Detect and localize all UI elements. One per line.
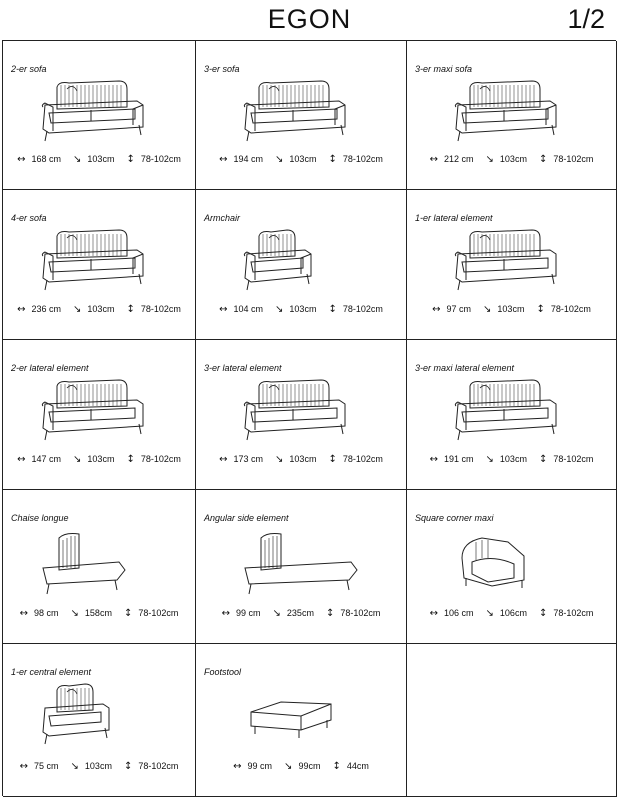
dimensions — [196, 608, 406, 619]
dimensions — [407, 304, 616, 315]
width-dimension — [17, 608, 62, 618]
arrow-height-icon: ↕ — [538, 154, 548, 165]
height-value: 78-102cm — [342, 304, 383, 314]
arrow-depth-icon: ↘ — [73, 304, 82, 315]
arrow-height-icon: ↕ — [126, 304, 135, 315]
height-dimension — [536, 608, 596, 618]
product-cell — [196, 644, 407, 797]
arrow-depth-icon: ↘ — [284, 761, 293, 772]
height-value: 78-102cm — [550, 304, 591, 314]
dimensions — [3, 454, 195, 465]
dimensions — [3, 761, 195, 772]
product-drawing — [452, 79, 572, 151]
arrow-depth-icon: ↘ — [73, 154, 82, 165]
arrow-height-icon: ↕ — [328, 154, 337, 165]
height-dimension — [323, 608, 383, 618]
height-value: 78-102cm — [553, 608, 594, 618]
arrow-width-icon: ↔ — [432, 304, 441, 315]
product-cell — [3, 340, 196, 490]
dimensions — [3, 304, 195, 315]
height-dimension — [123, 304, 183, 314]
width-dimension — [427, 454, 477, 464]
product-drawing — [241, 378, 361, 450]
height-value: 78-102cm — [340, 608, 381, 618]
arrow-height-icon: ↕ — [328, 454, 337, 465]
empty-cell — [407, 644, 617, 797]
arrow-depth-icon: ↘ — [272, 608, 281, 619]
product-drawing — [241, 228, 361, 300]
product-cell — [3, 41, 196, 190]
height-value: 78-102cm — [553, 154, 594, 164]
width-value: 236 cm — [31, 304, 62, 314]
arrow-width-icon: ↔ — [219, 454, 228, 465]
arrow-width-icon: ↔ — [219, 304, 228, 315]
width-dimension — [14, 304, 64, 314]
width-value: 75 cm — [34, 761, 59, 771]
height-dimension — [325, 154, 385, 164]
product-cell — [196, 340, 407, 490]
arrow-width-icon: ↔ — [17, 154, 26, 165]
product-name: Armchair — [204, 213, 241, 223]
arrow-depth-icon: ↘ — [73, 454, 82, 465]
height-dimension — [325, 454, 385, 464]
product-drawing — [452, 228, 572, 300]
depth-dimension — [70, 154, 117, 164]
depth-dimension — [68, 608, 115, 618]
arrow-width-icon: ↔ — [429, 608, 439, 619]
dimensions — [196, 454, 406, 465]
product-name: 1-er central element — [11, 667, 92, 677]
product-drawing — [39, 682, 159, 754]
arrow-height-icon: ↕ — [123, 608, 133, 619]
product-cell — [3, 190, 196, 340]
depth-dimension — [281, 761, 323, 771]
depth-dimension — [68, 761, 115, 771]
product-name: Square corner maxi — [415, 513, 494, 523]
arrow-depth-icon: ↘ — [275, 154, 284, 165]
dimensions — [407, 608, 616, 619]
width-dimension — [216, 304, 266, 314]
arrow-depth-icon: ↘ — [485, 154, 494, 165]
width-dimension — [230, 761, 275, 771]
arrow-width-icon: ↔ — [219, 154, 228, 165]
arrow-height-icon: ↕ — [126, 154, 135, 165]
depth-dimension — [483, 608, 530, 618]
arrow-width-icon: ↔ — [19, 761, 29, 772]
height-value: 78-102cm — [140, 454, 181, 464]
arrow-height-icon: ↕ — [328, 304, 337, 315]
height-value: 78-102cm — [140, 154, 181, 164]
product-name: Footstool — [204, 667, 242, 677]
arrow-width-icon: ↔ — [221, 608, 231, 619]
depth-value: 103cm — [87, 154, 115, 164]
product-drawing — [241, 79, 361, 151]
dimensions — [407, 154, 616, 165]
width-dimension — [219, 608, 264, 618]
width-dimension — [17, 761, 62, 771]
product-drawing — [452, 378, 572, 450]
depth-dimension — [272, 154, 319, 164]
product-drawing — [452, 528, 572, 600]
width-dimension — [429, 304, 474, 314]
width-value: 168 cm — [31, 154, 62, 164]
depth-dimension — [70, 304, 117, 314]
height-dimension — [121, 608, 181, 618]
arrow-depth-icon: ↘ — [70, 761, 79, 772]
depth-value: 103cm — [87, 454, 115, 464]
page-number: 1/2 — [567, 4, 605, 34]
product-cell — [3, 644, 196, 797]
arrow-height-icon: ↕ — [325, 608, 335, 619]
product-drawing — [39, 528, 159, 600]
arrow-height-icon: ↕ — [538, 608, 548, 619]
arrow-width-icon: ↔ — [429, 454, 439, 465]
arrow-height-icon: ↕ — [538, 454, 548, 465]
depth-value: 103cm — [289, 154, 317, 164]
product-name: 2-er sofa — [11, 64, 47, 74]
depth-value: 103cm — [289, 304, 317, 314]
height-dimension — [329, 761, 371, 771]
height-dimension — [121, 761, 181, 771]
dimensions — [3, 154, 195, 165]
product-drawing — [241, 682, 361, 754]
arrow-height-icon: ↕ — [332, 761, 341, 772]
product-name: 3-er maxi lateral element — [415, 363, 515, 373]
product-name: 3-er maxi sofa — [415, 64, 473, 74]
width-value: 194 cm — [233, 154, 264, 164]
depth-value: 99cm — [298, 761, 321, 771]
product-cell — [196, 490, 407, 644]
height-value: 78-102cm — [138, 761, 179, 771]
width-dimension — [427, 608, 477, 618]
product-cell — [196, 41, 407, 190]
dimensions — [407, 454, 616, 465]
width-value: 212 cm — [444, 154, 474, 164]
height-dimension — [536, 154, 596, 164]
depth-value: 158cm — [84, 608, 112, 618]
depth-value: 103cm — [87, 304, 115, 314]
width-value: 99 cm — [247, 761, 273, 771]
product-name: 3-er sofa — [204, 64, 240, 74]
width-dimension — [14, 454, 64, 464]
width-dimension — [427, 154, 477, 164]
product-drawing — [39, 378, 159, 450]
depth-dimension — [483, 154, 530, 164]
depth-value: 103cm — [497, 304, 525, 314]
height-value: 44cm — [346, 761, 369, 771]
width-dimension — [14, 154, 64, 164]
dimensions — [3, 608, 195, 619]
document-title: EGON — [267, 4, 352, 34]
product-name: 2-er lateral element — [11, 363, 89, 373]
arrow-depth-icon: ↘ — [485, 608, 494, 619]
depth-value: 103cm — [499, 454, 527, 464]
depth-value: 103cm — [84, 761, 112, 771]
product-cell — [407, 190, 617, 340]
product-cell — [407, 41, 617, 190]
product-name: 1-er lateral element — [415, 213, 493, 223]
arrow-width-icon: ↔ — [19, 608, 29, 619]
product-cell — [3, 490, 196, 644]
height-dimension — [536, 454, 596, 464]
dimensions — [196, 154, 406, 165]
height-value: 78-102cm — [553, 454, 594, 464]
width-value: 97 cm — [446, 304, 472, 314]
depth-dimension — [272, 304, 319, 314]
arrow-depth-icon: ↘ — [275, 454, 284, 465]
arrow-width-icon: ↔ — [17, 454, 26, 465]
product-cell — [407, 340, 617, 490]
arrow-height-icon: ↕ — [126, 454, 135, 465]
product-name: Angular side element — [204, 513, 289, 523]
height-dimension — [533, 304, 593, 314]
width-value: 98 cm — [34, 608, 59, 618]
product-cell — [407, 490, 617, 644]
depth-value: 103cm — [289, 454, 317, 464]
product-drawing — [39, 228, 159, 300]
arrow-width-icon: ↔ — [17, 304, 26, 315]
width-value: 173 cm — [233, 454, 264, 464]
depth-value: 235cm — [286, 608, 314, 618]
depth-dimension — [272, 454, 319, 464]
depth-dimension — [483, 454, 530, 464]
height-dimension — [123, 154, 183, 164]
arrow-height-icon: ↕ — [536, 304, 545, 315]
arrow-depth-icon: ↘ — [485, 454, 494, 465]
product-name: 3-er lateral element — [204, 363, 282, 373]
arrow-depth-icon: ↘ — [275, 304, 284, 315]
dimensions — [196, 761, 406, 772]
product-drawing — [39, 79, 159, 151]
height-dimension — [123, 454, 183, 464]
width-dimension — [216, 454, 266, 464]
width-value: 104 cm — [233, 304, 264, 314]
width-value: 147 cm — [31, 454, 62, 464]
depth-dimension — [270, 608, 317, 618]
depth-dimension — [70, 454, 117, 464]
product-name: Chaise longue — [11, 513, 69, 523]
arrow-depth-icon: ↘ — [70, 608, 79, 619]
height-dimension — [325, 304, 385, 314]
product-drawing — [241, 528, 361, 600]
product-name: 4-er sofa — [11, 213, 47, 223]
depth-value: 106cm — [499, 608, 527, 618]
depth-value: 103cm — [499, 154, 527, 164]
height-value: 78-102cm — [140, 304, 181, 314]
width-value: 99 cm — [236, 608, 261, 618]
height-value: 78-102cm — [342, 154, 383, 164]
product-grid — [2, 40, 616, 796]
width-dimension — [216, 154, 266, 164]
arrow-depth-icon: ↘ — [483, 304, 492, 315]
product-cell — [196, 190, 407, 340]
depth-dimension — [480, 304, 527, 314]
dimensions — [196, 304, 406, 315]
height-value: 78-102cm — [342, 454, 383, 464]
arrow-width-icon: ↔ — [429, 154, 439, 165]
width-value: 191 cm — [444, 454, 474, 464]
arrow-width-icon: ↔ — [233, 761, 242, 772]
arrow-height-icon: ↕ — [123, 761, 133, 772]
width-value: 106 cm — [444, 608, 474, 618]
height-value: 78-102cm — [138, 608, 179, 618]
